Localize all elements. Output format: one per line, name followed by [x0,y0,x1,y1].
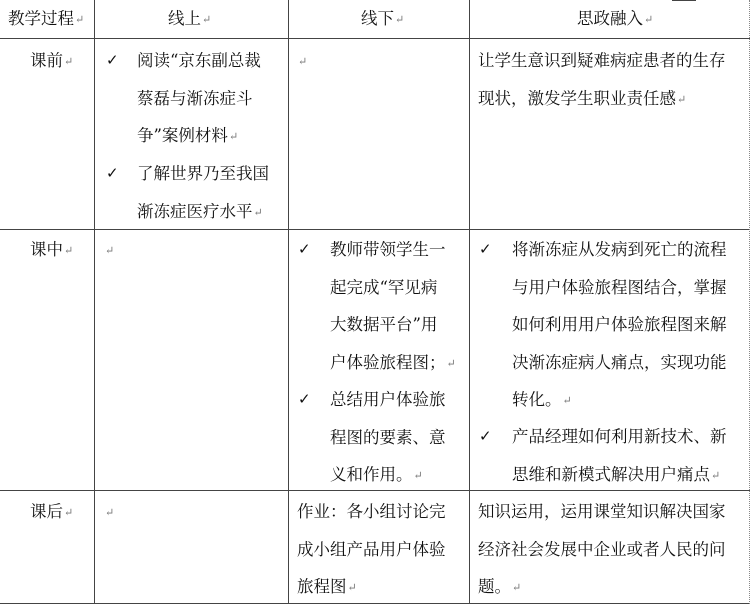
empty-cell: ↵ [105,506,115,519]
check-icon: ✓ [298,240,311,258]
offline-cell: 作业：各小组讨论完 成小组产品用户体验 旅程图↵ [297,502,446,596]
bullet-text: 总结用户体验旅 程图的要素、意 义和作用。↵ [330,390,446,484]
bullet-text: 教师带领学生一 起完成“罕见病 大数据平台”用 户体验旅程图；↵ [330,240,456,372]
check-icon: ✓ [106,51,119,69]
column-divider [94,0,95,604]
empty-cell: ↵ [105,244,115,257]
stage-cell: 课后↵ [30,502,74,521]
empty-cell: ↵ [298,55,308,68]
check-icon: ✓ [298,390,311,408]
header-cell: 教学过程↵ [8,9,85,28]
column-divider [469,0,470,604]
bullet-text: 将渐冻症从发病到死亡的流程 与用户体验旅程图结合，掌握 如何利用用户体验旅程图来解 决渐冻症病人痛点，实现功能 转化。↵ [512,240,727,409]
table-rule [0,38,750,39]
header-cell: 线上↵ [168,9,212,28]
check-icon: ✓ [479,427,492,445]
column-divider [288,0,289,604]
bullet-text: 了解世界乃至我国 渐冻症医疗水平↵ [137,164,269,221]
ideology-cell: 知识运用，运用课堂知识解决国家 经济社会发展中企业或者人民的问 题。↵ [478,502,726,596]
header-cell: 思政融入↵ [577,9,654,28]
header-cell: 线下↵ [361,9,405,28]
check-icon: ✓ [479,240,492,258]
bullet-text: 产品经理如何利用新技术、新 思维和新模式解决用户痛点↵ [512,427,727,484]
stage-cell: 课中↵ [30,240,74,259]
table-rule [0,229,750,230]
stage-cell: 课前↵ [30,51,74,70]
check-icon: ✓ [106,164,119,182]
header-rule-fragment [672,0,696,1]
ideology-cell: 让学生意识到疑难病症患者的生存 现状，激发学生职业责任感↵ [478,51,726,108]
bullet-text: 阅读“京东副总裁 蔡磊与渐冻症斗 争”案例材料↵ [137,51,261,145]
